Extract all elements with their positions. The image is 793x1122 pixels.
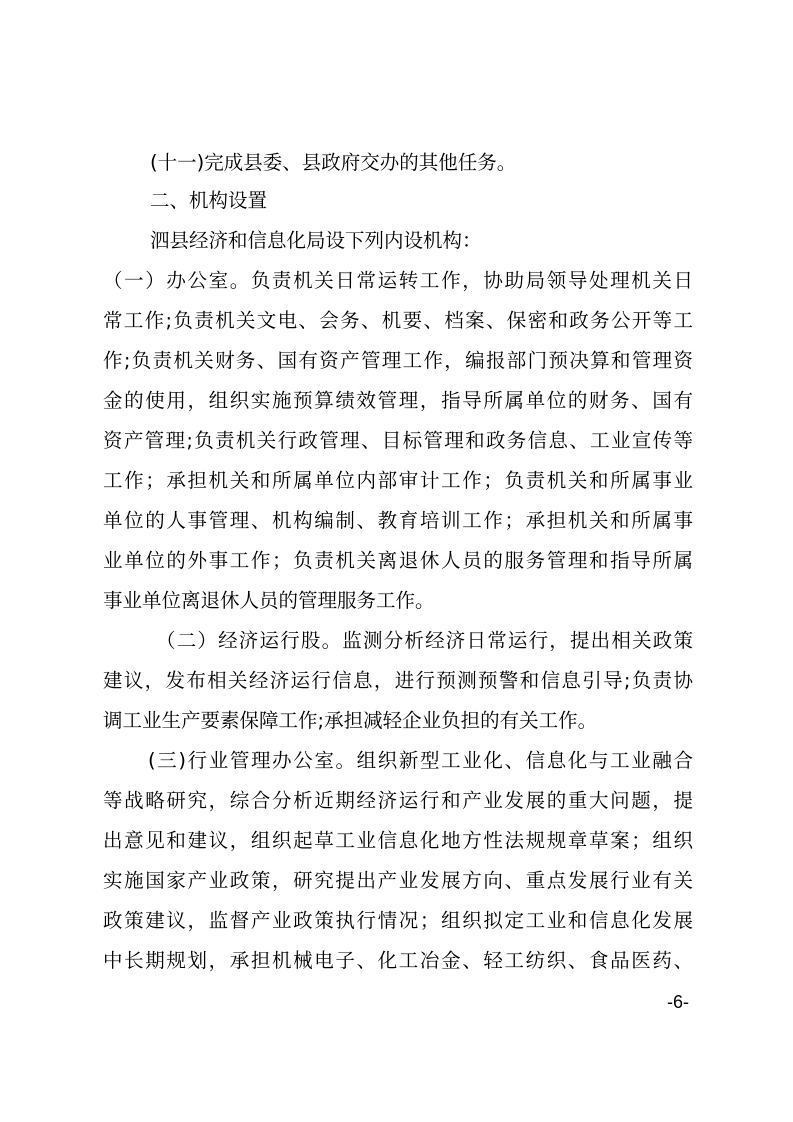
- text-line: 常工作;负责机关文电、会务、机要、档案、保密和政务公开等工: [103, 309, 693, 332]
- text-line: 金的使用，组织实施预算绩效管理，指导所属单位的财务、国有: [103, 389, 693, 412]
- text-line: 调工业生产要素保障工作;承担减轻企业负担的有关工作。: [103, 709, 598, 732]
- text-line: 中长期规划，承担机械电子、化工冶金、轻工纺织、食品医药、: [103, 949, 693, 972]
- text-line: (三)行业管理办公室。组织新型工业化、信息化与工业融合: [148, 749, 693, 772]
- text-line: 工作；承担机关和所属单位内部审计工作；负责机关和所属事业: [103, 469, 693, 492]
- text-line: （一）办公室。负责机关日常运转工作，协助局领导处理机关日: [103, 269, 693, 292]
- text-line: 业单位的外事工作；负责机关离退休人员的服务管理和指导所属: [103, 549, 693, 572]
- text-line: 政策建议，监督产业政策执行情况；组织拟定工业和信息化发展: [103, 909, 693, 932]
- text-line: 资产管理;负责机关行政管理、目标管理和政务信息、工业宣传等: [103, 429, 693, 452]
- text-line: 等战略研究，综合分析近期经济运行和产业发展的重大问题，提: [103, 789, 693, 812]
- section-heading: 二、机构设置: [150, 189, 268, 212]
- page-number: -6-: [667, 992, 689, 1012]
- text-line: 建议，发布相关经济运行信息，进行预测预警和信息引导;负责协: [103, 669, 693, 692]
- text-line: （二）经济运行股。监测分析经济日常运行，提出相关政策: [156, 629, 693, 652]
- text-line: 出意见和建议，组织起草工业信息化地方性法规规章草案；组织: [103, 829, 693, 852]
- text-line: 作;负责机关财务、国有资产管理工作，编报部门预决算和管理资: [103, 349, 693, 372]
- text-line: 泗县经济和信息化局设下列内设机构：: [150, 229, 482, 252]
- text-line: 单位的人事管理、机构编制、教育培训工作；承担机关和所属事: [103, 509, 693, 532]
- text-line: 事业单位离退休人员的管理服务工作。: [103, 589, 435, 612]
- text-line: (十一)完成县委、县政府交办的其他任务。: [150, 151, 517, 174]
- text-line: 实施国家产业政策，研究提出产业发展方向、重点发展行业有关: [103, 869, 693, 892]
